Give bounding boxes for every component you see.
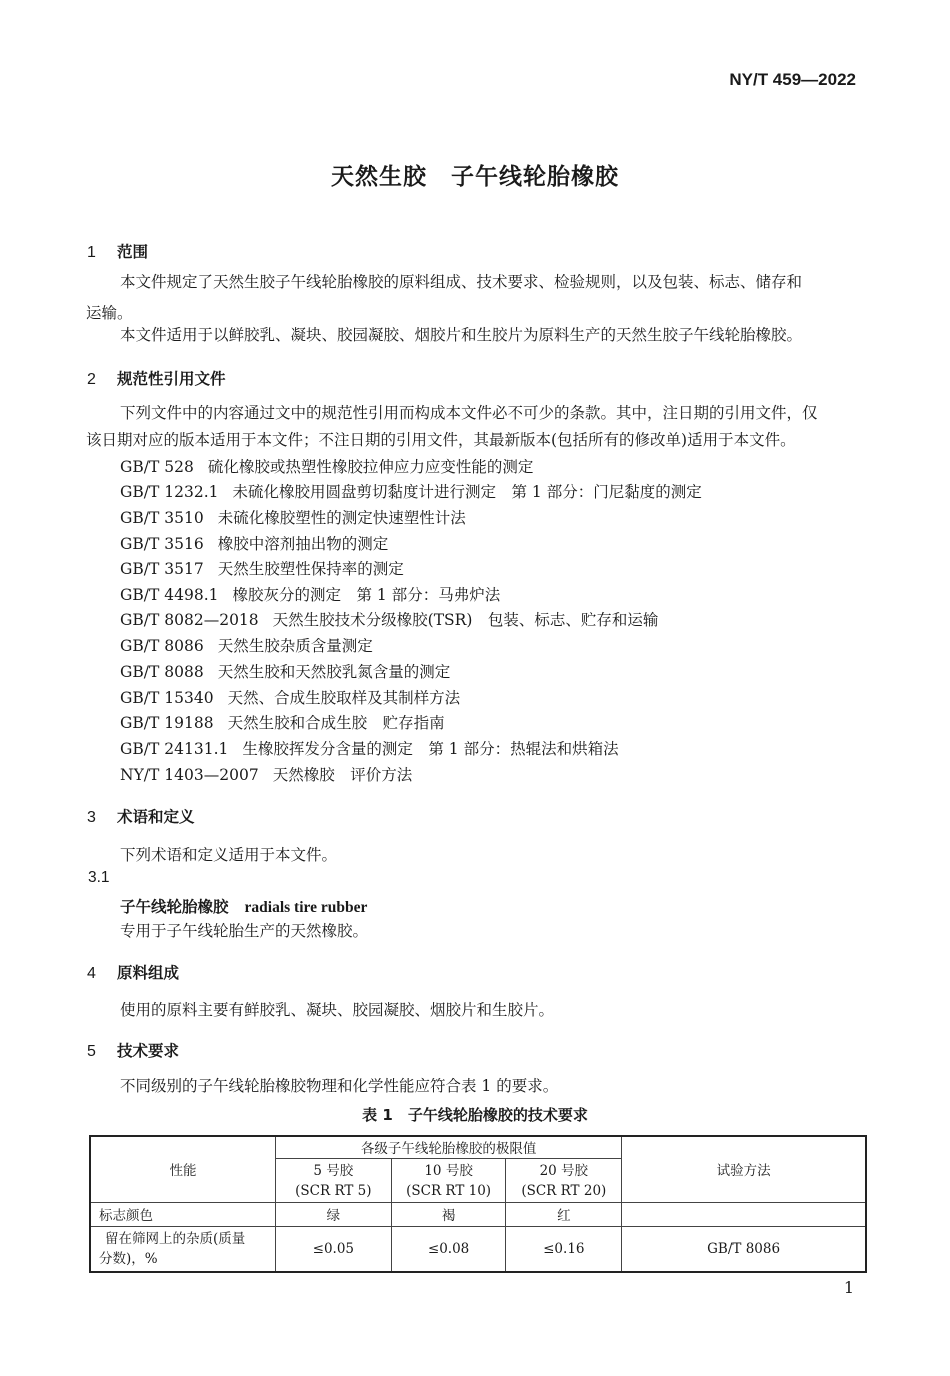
header-grade-code: (SCR RT 20) <box>506 1180 622 1202</box>
normative-paragraph-line-1: 下列文件中的内容通过文中的规范性引用而构成本文件必不可少的条款。其中，注日期的引用文件，仅 <box>120 404 818 422</box>
reference-title: 硫化橡胶或热塑性橡胶拉伸应力应变性能的测定 <box>207 458 534 476</box>
reference-item <box>120 583 500 605</box>
row-value: 褐 <box>391 1202 506 1226</box>
reference-title: 天然生胶杂质含量测定 <box>217 637 373 655</box>
table-row <box>90 1226 866 1272</box>
row-value: ≤0.16 <box>506 1226 622 1272</box>
reference-code: GB/T 8082—2018 <box>120 611 259 629</box>
normative-paragraph-line-2: 该日期对应的版本适用于本文件；不注日期的引用文件，其最新版本(包括所有的修改单)适用于本文件。 <box>86 431 796 449</box>
reference-item <box>120 506 466 528</box>
reference-item <box>120 532 388 554</box>
reference-code: GB/T 4498.1 <box>120 586 219 604</box>
reference-title: 未硫化橡胶用圆盘剪切黏度计进行测定 第 1 部分：门尼黏度的测定 <box>232 483 702 501</box>
reference-title: 未硫化橡胶塑性的测定快速塑性计法 <box>217 509 466 527</box>
header-test-method: 试验方法 <box>622 1136 866 1202</box>
reference-item <box>120 557 404 579</box>
reference-title: 天然生胶塑性保持率的测定 <box>217 560 404 578</box>
section-title: 术语和定义 <box>117 808 195 826</box>
section-3-heading <box>87 805 195 827</box>
section-2-heading <box>87 367 226 389</box>
header-grade-name: 5 号胶 <box>275 1158 391 1180</box>
reference-title: 橡胶灰分的测定 第 1 部分：马弗炉法 <box>232 586 501 604</box>
reference-code: NY/T 1403—2007 <box>120 766 259 784</box>
row-value: ≤0.08 <box>391 1226 506 1272</box>
reference-code: GB/T 19188 <box>120 714 214 732</box>
section-number: 4 <box>87 965 96 982</box>
requirements-paragraph: 不同级别的子午线轮胎橡胶物理和化学性能应符合表 1 的要求。 <box>120 1077 559 1095</box>
header-grade-name: 20 号胶 <box>506 1158 622 1180</box>
header-property: 性能 <box>90 1136 275 1202</box>
reference-title: 天然生胶和合成生胶 贮存指南 <box>227 714 445 732</box>
row-value: 红 <box>506 1202 622 1226</box>
materials-paragraph: 使用的原料主要有鲜胶乳、凝块、胶园凝胶、烟胶片和生胶片。 <box>120 1001 555 1019</box>
reference-item <box>120 634 373 656</box>
term-number: 3.1 <box>88 869 110 886</box>
reference-item <box>120 686 460 708</box>
section-4-heading <box>87 961 179 983</box>
reference-code: GB/T 24131.1 <box>120 740 229 758</box>
term-english: radials tire rubber <box>244 899 368 916</box>
row-method: GB/T 8086 <box>622 1226 866 1272</box>
reference-item <box>120 737 619 759</box>
section-title: 范围 <box>117 243 149 261</box>
row-value: ≤0.05 <box>275 1226 391 1272</box>
reference-code: GB/T 3510 <box>120 509 204 527</box>
header-grade-name: 10 号胶 <box>391 1158 506 1180</box>
reference-code: GB/T 8086 <box>120 637 204 655</box>
table-header-row <box>90 1136 866 1158</box>
reference-title: 天然生胶技术分级橡胶(TSR) 包装、标志、贮存和运输 <box>272 611 659 629</box>
section-1-heading <box>87 240 148 262</box>
reference-code: GB/T 1232.1 <box>120 483 219 501</box>
scope-paragraph-2: 本文件适用于以鲜胶乳、凝块、胶园凝胶、烟胶片和生胶片为原料生产的天然生胶子午线轮胎橡胶。 <box>120 326 803 344</box>
standard-code: NY/T 459—2022 <box>729 70 856 89</box>
term-entry <box>120 895 367 917</box>
section-number: 2 <box>87 371 96 388</box>
row-property-line-2: 分数)，% <box>99 1250 158 1267</box>
reference-code: GB/T 3517 <box>120 560 204 578</box>
row-property: 标志颜色 <box>90 1202 275 1226</box>
section-5-heading <box>87 1039 179 1061</box>
row-property <box>90 1226 275 1272</box>
page-number: 1 <box>843 1278 854 1297</box>
reference-code: GB/T 15340 <box>120 689 214 707</box>
reference-item <box>120 763 412 785</box>
reference-item <box>120 660 450 682</box>
term-chinese: 子午线轮胎橡胶 <box>120 898 229 916</box>
row-property-line-1: 留在筛网上的杂质(质量 <box>105 1230 246 1247</box>
reference-code: GB/T 8088 <box>120 663 204 681</box>
table-caption: 表 1 子午线轮胎橡胶的技术要求 <box>362 1106 588 1124</box>
row-value: 绿 <box>275 1202 391 1226</box>
reference-code: GB/T 3516 <box>120 535 204 553</box>
section-number: 1 <box>87 244 96 261</box>
reference-title: 生橡胶挥发分含量的测定 第 1 部分：热辊法和烘箱法 <box>242 740 619 758</box>
reference-item <box>120 608 658 630</box>
scope-paragraph-line-1: 本文件规定了天然生胶子午线轮胎橡胶的原料组成、技术要求、检验规则，以及包装、标志、储存和 <box>120 273 803 291</box>
document-title: 天然生胶 子午线轮胎橡胶 <box>331 164 619 190</box>
reference-title: 天然生胶和天然胶乳氮含量的测定 <box>217 663 451 681</box>
table-row <box>90 1202 866 1226</box>
reference-item <box>120 480 702 502</box>
section-title: 原料组成 <box>117 964 180 982</box>
section-number: 5 <box>87 1043 96 1060</box>
reference-title: 橡胶中溶剂抽出物的测定 <box>217 535 389 553</box>
section-number: 3 <box>87 809 96 826</box>
term-definition: 专用于子午线轮胎生产的天然橡胶。 <box>120 922 369 940</box>
section-title: 规范性引用文件 <box>117 370 226 388</box>
technical-requirements-table <box>89 1135 867 1273</box>
reference-title: 天然、合成生胶取样及其制样方法 <box>227 689 461 707</box>
reference-item <box>120 711 445 733</box>
header-grade-code: (SCR RT 10) <box>391 1180 506 1202</box>
scope-paragraph-line-2: 运输。 <box>86 304 133 322</box>
terms-paragraph: 下列术语和定义适用于本文件。 <box>120 846 338 864</box>
reference-code: GB/T 528 <box>120 458 194 476</box>
header-limit-group: 各级子午线轮胎橡胶的极限值 <box>275 1136 621 1158</box>
reference-title: 天然橡胶 评价方法 <box>272 766 413 784</box>
section-title: 技术要求 <box>117 1042 180 1060</box>
row-method <box>622 1202 866 1226</box>
reference-item <box>120 455 533 477</box>
header-grade-code: (SCR RT 5) <box>275 1180 391 1202</box>
